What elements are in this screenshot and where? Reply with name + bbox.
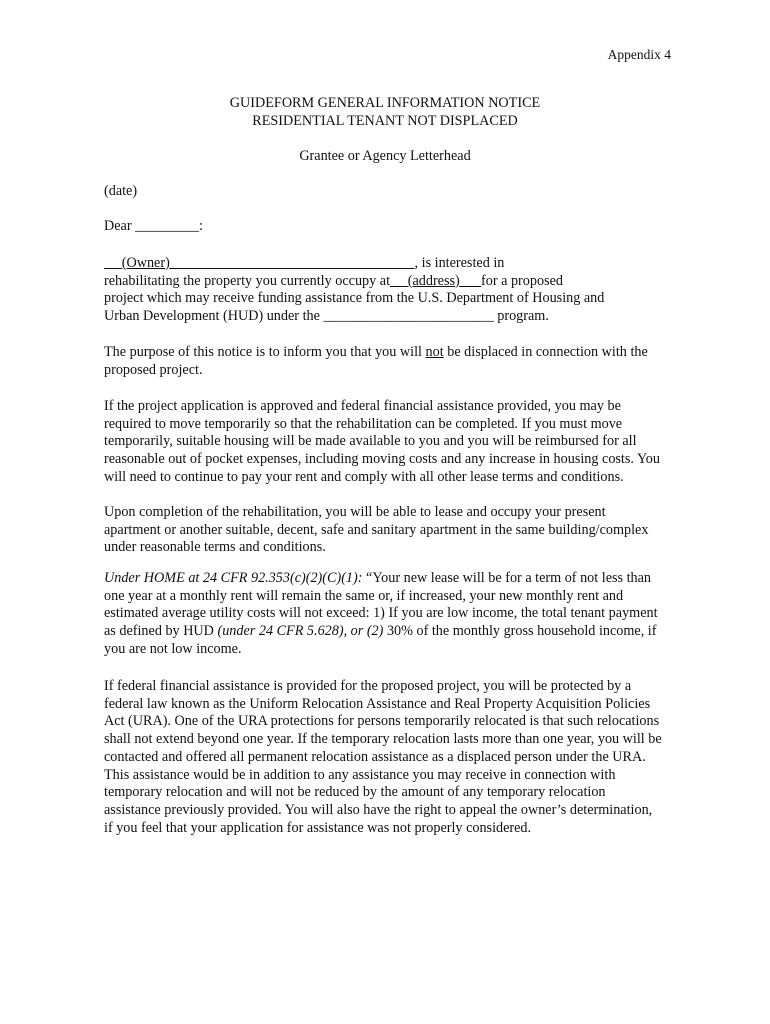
completion-paragraph: Upon completion of the rehabilitation, you will be able to lease and occupy your present apartment or another suitable, decent, safe and sanitary apartment in the same building/complex under reasonable terms and conditions. [104, 504, 649, 556]
salutation: Dear _________: [104, 218, 203, 234]
purpose-text-before: The purpose of this notice is to inform you that you will [104, 344, 426, 360]
intro-text-4: project which may receive funding assistance from the U.S. Department of Housing and [104, 290, 605, 307]
purpose-paragraph [104, 344, 664, 379]
address-blank-lead [390, 273, 408, 289]
intro-text-6: program. [493, 308, 549, 325]
notice-title [0, 95, 770, 130]
title-line-2: RESIDENTIAL TENANT NOT DISPLACED [252, 112, 518, 129]
home-citation: Under HOME at 24 CFR 92.353(c)(2)(C)(1): [104, 570, 363, 586]
owner-blank-lead [104, 255, 122, 271]
date-placeholder: (date) [104, 183, 138, 199]
appendix-label: Appendix 4 [607, 47, 671, 62]
purpose-text-after: be displaced in connection with the proposed project. [104, 344, 648, 378]
owner-label: (Owner) [121, 255, 170, 271]
temporary-move-paragraph: If the project application is approved and federal financial assistance provided, you may be required to move temporarily so that the rehabilitation can be completed. If you must move temporarily, suitable housing will be made available to you and you will be reimbursed for all reasonable out of pocket expenses, including moving costs and any increase in housing costs. You will need to continue to pay your rent and comply with all other lease terms and conditions. [104, 398, 660, 485]
address-label: (address) [407, 272, 460, 289]
ura-paragraph: If federal financial assistance is provided for the proposed project, you will be protected by a federal law known as the Uniform Relocation Assistance and Real Property Acquisition Policies Act (URA). One of the URA protections for persons temporarily relocated is that such relocations shall not extend beyond one year. If the temporary relocation lasts more than one year, you will be contacted and offered all permanent relocation assistance as a displaced person under the URA. This assistance would be in addition to any assistance you may receive in connection with temporary relocation and will not be reduced by the amount of any temporary relocation assistance previously provided. You will also have the right to appeal the owner’s determination, if you feel that your application for assistance was not properly considered. [104, 678, 662, 836]
purpose-not-emphasis: not [425, 344, 444, 360]
program-blank: ________________________ [323, 308, 494, 325]
title-line-1: GUIDEFORM GENERAL INFORMATION NOTICE [229, 95, 541, 111]
owner-blank [104, 255, 415, 271]
address-blank-trail [460, 273, 481, 289]
intro-text-1: , is interested in [414, 255, 505, 271]
home-quote-end: 30% of the monthly gross household income, if you are not low income. [104, 623, 657, 657]
owner-blank-trail [170, 255, 415, 271]
home-quote: “Your new lease will be for a term of not less than one year at a monthly rent will remain the same or, if increased, your new monthly rent and estimated average utility costs will not exceed: 1) If you are low income, the total tenant payment as defined by HUD [104, 570, 658, 640]
intro-text-5: Urban Development (HUD) under the [104, 308, 324, 325]
letterhead-placeholder: Grantee or Agency Letterhead [299, 148, 471, 164]
address-blank [390, 273, 481, 289]
intro-paragraph [104, 255, 664, 326]
home-rule-paragraph [104, 570, 664, 659]
home-citation-2: (under 24 CFR 5.628), or (2) [217, 623, 384, 640]
intro-text-2: rehabilitating the property you currently occupy at [104, 272, 391, 289]
intro-text-3: for a proposed [481, 272, 563, 289]
